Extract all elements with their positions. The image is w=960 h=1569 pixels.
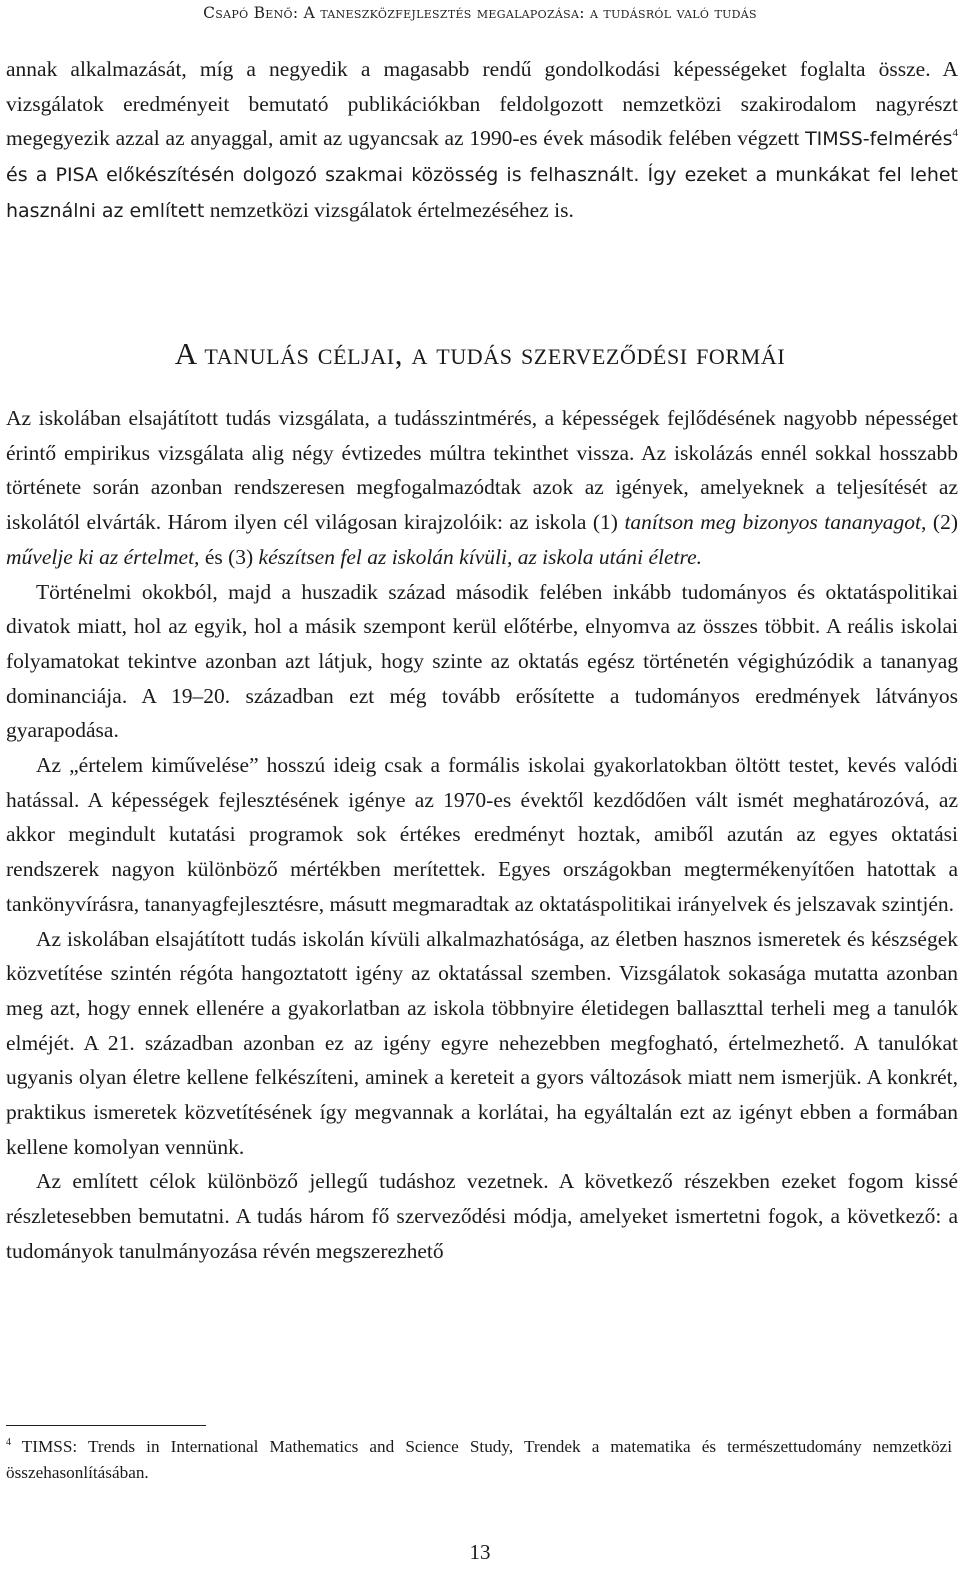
page-number: 13: [469, 1540, 491, 1564]
section-paragraph-2: Történelmi okokból, majd a huszadik század második felében inkább tudományos és oktatáspolitikai divatok miatt, hol az egyik, hol a másik szempont kerül előtérbe, elnyomva az összes többit. A reális iskolai folyamatokat tekintve azonban azt látjuk, hogy szinte az oktatás egész történetén végighúzódik a tananyag dominanciája. A 19–20. században ezt még tovább erősítette a tudományos eredmények látványos gyarapodása.: [6, 579, 958, 743]
footnote-text: TIMSS: Trends in International Mathematics and Science Study, Trendek a matematika és természettudomány nemzetközi összehasonlításában.: [6, 1437, 952, 1482]
paragraph-text: Az iskolában elsajátított tudás vizsgálata, a tudásszintmérés, a képességek fejlődésének nagyobb népességet érintő empirikus vizsgálata alig négy évtizedes múltra tekinthet vissza. Az iskolázás ennél sokkal hosszabb története során azonban rendszeresen megfogalmazódtak azok az igények, amelyeknek a teljesítését az iskolától elvárták. Három ilyen cél világosan kirajzolóik: az iskola (1): [6, 406, 958, 535]
footnote-marker: 4: [952, 127, 958, 140]
section-heading: A tanulás céljai, a tudás szerveződési formái: [174, 336, 786, 371]
footnote-mark: 4: [6, 1437, 11, 1448]
goal-3: készítsen fel az iskolán kívüli, az iskola utáni életre.: [258, 544, 703, 569]
section-body: [6, 401, 958, 1269]
footnote-divider: [6, 1425, 206, 1426]
intro-text-b: és a: [6, 164, 56, 187]
intro-text: [6, 52, 958, 229]
goal-1: tanítson meg bizonyos tananyagot,: [624, 510, 927, 535]
pisa-term: PISA előkészítésén dolgozó szakmai közösség is felhasznált. Így ezeket a munkákat fel lehet használni az említett: [6, 164, 959, 222]
section-paragraph-4: Az iskolában elsajátított tudás iskolán kívüli alkalmazhatósága, az életben hasznos ismeretek és készségek közvetítése szintén régóta hangoztatott igény az oktatással szemben. Vizsgálatok sokasága mutatta azonban meg azt, hogy ennek ellenére a gyakorlatban az iskola többnyire életidegen ballaszttal terheli meg a tanulók elméjét. A 21. században azonban ez az igény egyre nehezebben megfogható, értelmezhető. A tanulókat ugyanis olyan életre kellene felkészíteni, aminek a kereteit a gyors változások miatt nem ismerjük. A konkrét, praktikus ismeretek közvetítésének így megvannak a korlátai, ha egyáltalán ezt az igényt ebben a formában kellene komolyan vennünk.: [6, 926, 958, 1159]
intro-text-a: annak alkalmazását, míg a negyedik a magasabb rendű gondolkodási képességeket foglalta össze. A vizsgálatok eredményeit bemutató publikációkban feldolgozott nemzetközi szakirodalom nagyrészt megegyezik azzal az anyaggal, amit az ugyancsak az 1990-es évek második felében végzett: [6, 57, 958, 151]
running-head: Csapó Benő: A taneszközfejlesztés megalapozása: a tudásról való tudás: [203, 4, 757, 22]
timss-term: TIMSS-felmérés: [805, 128, 953, 151]
section-paragraph-5: Az említett célok különböző jellegű tudáshoz vezetnek. A következő részekben ezeket fogom kissé részletesebben bemutatni. A tudás három fő szerveződési módja, amelyeket ismertetni fogok, a következő: a tudományok tanulmányozása révén megszerezhető: [6, 1169, 958, 1263]
intro-paragraph: [6, 52, 958, 229]
paragraph-text: és (3): [199, 544, 259, 569]
footnote: [6, 1434, 952, 1486]
intro-text-c: nemzetközi vizsgálatok értelmezéséhez is.: [204, 197, 574, 222]
section-paragraph-3: Az „értelem kiművelése” hosszú ideig csak a formális iskolai gyakorlatokban öltött testet, kevés valódi hatással. A képességek fejlesztésének igénye az 1970-es évektől kezdődően vált ismét meghatározóvá, az akkor megindult kutatási programok sok értékes eredményt hoztak, amiből azután az egyes oktatási rendszerek nagyon különböző mértékben merítettek. Egyes országokban megtermékenyítően hatottak a tankönyvírásra, tananyagfejlesztésre, másutt megmaradtak az oktatáspolitikai irányelvek és jelszavak szintjén.: [6, 753, 958, 916]
section-paragraph-1: [6, 401, 958, 575]
paragraph-text: (2): [926, 510, 958, 535]
goal-2: művelje ki az értelmet,: [6, 544, 200, 569]
